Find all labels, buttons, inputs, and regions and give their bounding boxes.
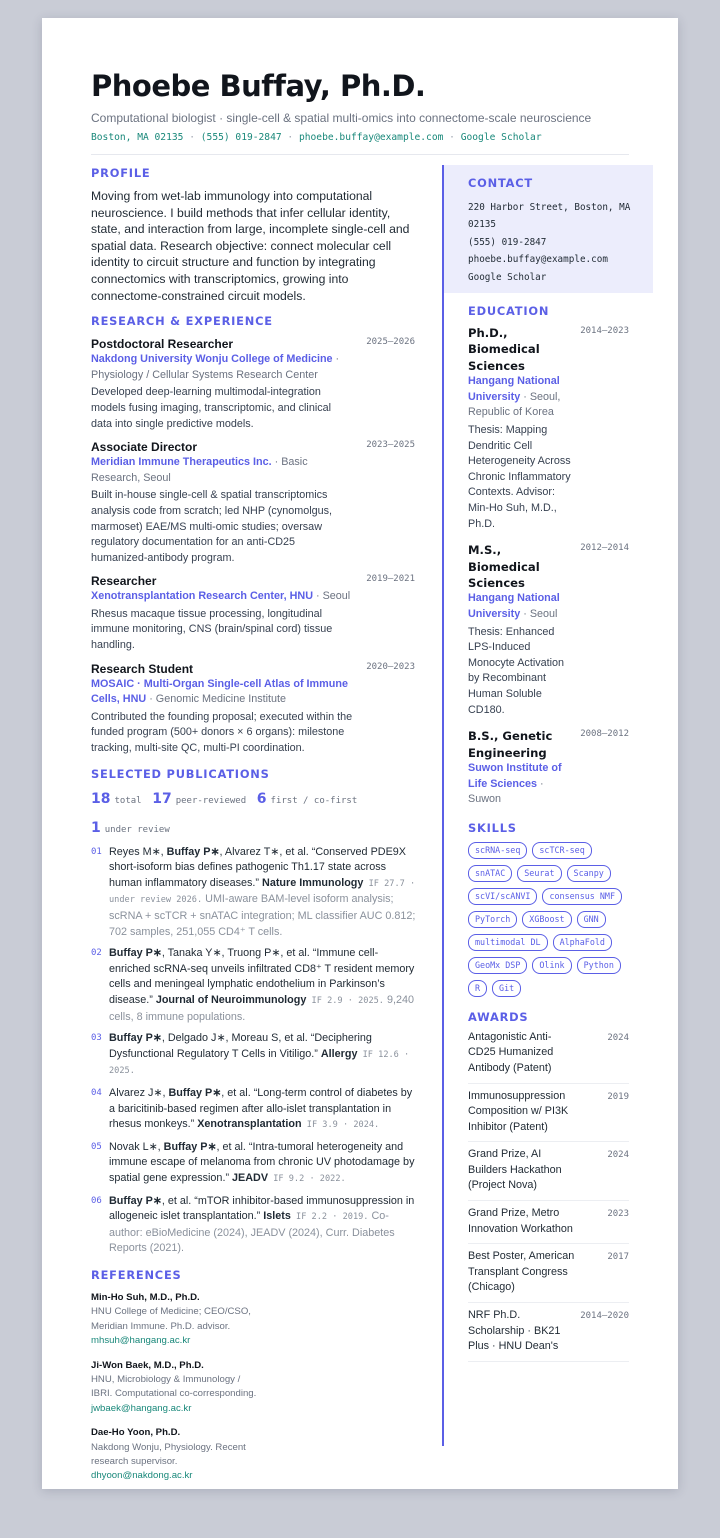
publication-journal: Xenotransplantation — [197, 1118, 302, 1131]
job-title: Associate Director — [91, 440, 198, 455]
publication-number: 05 — [91, 1141, 102, 1152]
publication-self-author: Buffay P∗ — [109, 1194, 162, 1207]
skill-chip: Python — [577, 957, 621, 974]
publication-note: UMI-aware BAM-level isoform analysis; scRNA + scTCR + snATAC integration; ML classifier AUC 0.812; 702 samples, 251,055 CD4⁺ T cells. — [109, 893, 416, 938]
contact-scholar-link[interactable]: Google Scholar — [468, 271, 547, 283]
publication-self-author: Buffay P∗ — [109, 947, 162, 960]
education-item — [468, 728, 629, 808]
sidebar — [442, 165, 653, 1446]
separator: · — [189, 132, 195, 143]
experience-item — [91, 439, 417, 566]
awards-heading: AWARDS — [468, 1009, 529, 1024]
job-description: Built in-house single-cell & spatial transcriptomics analysis code from scratch; led NHP (cynomolgus, marmoset) EAE/MS multi-omic studies; oversaw regulatory documentation for an anti-CD25 humanized-antibody program. — [91, 489, 333, 564]
publication-self-author: Buffay P∗ — [166, 845, 220, 858]
school-name: Hangang National University — [468, 375, 560, 403]
sidebar-content — [444, 303, 653, 1362]
experience-list — [91, 336, 417, 756]
skill-chip: scTCR-seq — [532, 842, 591, 859]
award-title: NRF Ph.D. Scholarship · BK21 Plus · HNU Dean's — [468, 1309, 561, 1353]
publications-heading: SELECTED PUBLICATIONS — [91, 766, 270, 781]
award-item — [468, 1244, 629, 1303]
publication-note: 9,240 cells, 8 immune populations. — [109, 993, 415, 1023]
publication-item — [91, 1031, 417, 1080]
award-title: Antagonistic Anti-CD25 Humanized Antibody (Patent) — [468, 1030, 554, 1074]
skill-chip: R — [468, 980, 487, 997]
skill-chip: Scanpy — [567, 865, 611, 882]
reference-name: Ji-Won Baek, M.D., Ph.D. — [91, 1359, 204, 1371]
skills-list — [468, 842, 630, 997]
publication-title: , Delgado J∗, Moreau S, et al. “Deciphering Dysfunctional Regulatory T Cells in Vitiligo.” — [109, 1032, 372, 1060]
award-title: Grand Prize, Metro Innovation Workathon — [468, 1207, 573, 1235]
award-title: Immunosuppression Composition w/ PI3K Inhibitor (Patent) — [468, 1089, 569, 1133]
degree-school — [468, 761, 568, 808]
tagline: Computational biologist · single-cell & spatial multi-omics into connectome-scale neuroscience — [91, 111, 592, 125]
publication-meta: IF 12.6 · 2025. — [109, 1049, 410, 1077]
skill-chip: consensus NMF — [542, 888, 622, 905]
school-location: · Seoul — [520, 607, 558, 620]
job-title: Research Student — [91, 661, 194, 676]
education-item — [468, 542, 629, 718]
job-description: Contributed the founding proposal; executed within the funded program (500+ donors × 6 organs): milestone tracking, multi-site QC, multi-PI coordination. — [91, 710, 353, 755]
header-phone: (555) 019-2847 — [200, 132, 282, 143]
reference-email-link[interactable]: dhyoon@nakdong.ac.kr — [91, 1470, 193, 1482]
header-email-link[interactable]: phoebe.buffay@example.com — [298, 132, 444, 143]
publication-journal: Allergy — [320, 1047, 358, 1060]
candidate-name: Phoebe Buffay, Ph.D. — [91, 69, 426, 103]
stat-first-value: 6 — [256, 790, 267, 807]
skill-chip: Git — [492, 980, 521, 997]
skill-chip: snATAC — [468, 865, 512, 882]
reference-email-link[interactable]: jwbaek@hangang.ac.kr — [91, 1402, 192, 1414]
publication-title: , Tanaka Y∗, Truong P∗, et al. “Immune cell-enriched scRNA-seq unveils infiltrated CD8⁺ T resident memory cells and meningeal lymphatic endothelium in Parkinson’s disease.” — [109, 947, 415, 1006]
degree-dates: 2008–2012 — [580, 729, 629, 740]
publication-self-author: Buffay P∗ — [168, 1086, 222, 1099]
degree-school — [468, 591, 568, 622]
profile-heading: PROFILE — [91, 166, 151, 180]
publication-meta: IF 2.9 · 2025. — [306, 995, 384, 1006]
reference-item — [91, 1426, 257, 1484]
degree-title: M.S., Biomedical Sciences — [468, 543, 540, 590]
degree-title: Ph.D., Biomedical Sciences — [468, 326, 540, 373]
publication-self-author: Buffay P∗ — [109, 1032, 162, 1045]
publication-item — [91, 946, 417, 1025]
award-year: 2024 — [607, 1150, 629, 1161]
job-dates: 2019–2021 — [366, 574, 415, 585]
school-location: · Seoul, Republic of Korea — [468, 390, 561, 419]
education-heading: EDUCATION — [468, 304, 550, 318]
organization-detail: · Genomic Medicine Institute — [146, 693, 287, 706]
publication-item — [91, 1140, 417, 1188]
reference-description: HNU, Microbiology & Immunology / IBRI. Computational co-corresponding. — [91, 1373, 257, 1400]
job-organization — [91, 677, 353, 708]
degree-title: B.S., Genetic Engineering — [468, 729, 553, 760]
skill-chip: GNN — [577, 911, 606, 928]
publication-number: 02 — [91, 948, 102, 959]
reference-list — [91, 1291, 417, 1494]
header-contact-line — [91, 130, 629, 146]
publication-journal: Journal of Neuroimmunology — [155, 993, 307, 1006]
skill-chip: XGBoost — [522, 911, 571, 928]
experience-item — [91, 661, 417, 757]
job-dates: 2025–2026 — [366, 337, 415, 348]
stat-peer-value: 17 — [152, 790, 172, 807]
award-year: 2023 — [607, 1209, 629, 1220]
reference-description: Nakdong Wonju, Physiology. Recent research supervisor. — [91, 1441, 246, 1467]
job-dates: 2023–2025 — [366, 440, 415, 451]
job-organization — [91, 589, 353, 605]
education-list — [468, 325, 629, 808]
contact-phone: (555) 019-2847 — [468, 236, 547, 248]
organization-name: MOSAIC · Multi-Organ Single-cell Atlas of Immune Cells, HNU — [91, 677, 348, 706]
degree-dates: 2012–2014 — [580, 543, 629, 554]
job-organization — [91, 352, 353, 383]
award-item — [468, 1084, 629, 1143]
degree-dates: 2014–2023 — [580, 326, 629, 336]
publication-authors-before: Alvarez J∗, — [109, 1086, 169, 1099]
reference-name: Dae-Ho Yoon, Ph.D. — [91, 1427, 181, 1439]
profile-text: Moving from wet-lab immunology into computational neuroscience. I build methods that infer cellular identity, state, and interaction from large, incomplete single-cell and spatial data. Research objective: connect molecular cell identity to circuit structure and function by integrating connectomics with transcriptomics, growing into connectome-constrained circuit models. — [91, 189, 410, 303]
award-year: 2024 — [607, 1032, 629, 1043]
awards-list — [468, 1025, 629, 1362]
award-year: 2019 — [607, 1091, 629, 1102]
skill-chip: PyTorch — [468, 911, 517, 928]
award-year: 2017 — [607, 1252, 629, 1263]
stat-review-row — [91, 819, 417, 839]
organization-detail: · Physiology / Cellular Systems Research Center — [91, 353, 340, 381]
skill-chip: multimodal DL — [468, 934, 548, 951]
school-name: Hangang National University — [468, 592, 560, 620]
job-organization — [91, 455, 353, 486]
publication-title: , Alvarez T∗, et al. “Conserved PDE9X short-isoform bias defines pathogenic Th1.17 state across human inflammatory diseases.” — [109, 845, 406, 889]
degree-thesis: Thesis: Enhanced LPS-Induced Monocyte Activation by Recombinant Human Soluble CD180. — [468, 625, 565, 716]
school-name: Suwon Institute of Life Sciences — [468, 761, 562, 790]
publication-list — [91, 845, 417, 1257]
skill-chip: Seurat — [517, 865, 561, 882]
organization-detail: · Basic Research, Seoul — [91, 456, 308, 484]
job-dates: 2020–2023 — [366, 661, 415, 672]
publication-meta: IF 27.7 · under review 2026. — [109, 878, 416, 906]
organization-name: Xenotransplantation Research Center, HNU — [91, 590, 313, 603]
stat-first-label: first / co-first — [270, 795, 358, 806]
publication-meta: IF 2.2 · 2019. — [290, 1212, 369, 1223]
reference-email-link[interactable]: mhsuh@hangang.ac.kr — [91, 1335, 191, 1347]
organization-detail: · Seoul — [313, 590, 351, 603]
skill-chip: scRNA-seq — [468, 842, 527, 859]
reference-item — [91, 1359, 257, 1417]
organization-name: Nakdong University Wonju College of Medicine — [91, 353, 333, 366]
experience-heading: RESEARCH & EXPERIENCE — [91, 314, 273, 329]
publication-journal: JEADV — [232, 1171, 269, 1184]
publication-number: 04 — [91, 1087, 102, 1098]
reference-description: HNU College of Medicine; CEO/CSO, Meridian Immune. Ph.D. advisor. — [91, 1306, 251, 1332]
school-location: · Suwon — [468, 777, 544, 806]
main-column — [91, 165, 417, 1494]
publication-authors-before: Novak L∗, — [109, 1140, 164, 1153]
publication-title: , et al. “Long-term control of diabetes by a baricitinib-based regimen after allo-islet transplantation in rhesus monkeys.” — [109, 1086, 413, 1131]
publication-title: , et al. “Intra-tumoral heterogeneity and immune escape of melanoma from chronic UV photodamage by spatial gene expression.” — [109, 1140, 415, 1184]
publication-note: Co-author: eBioMedicine (2024), JEADV (2024), Curr. Diabetes Reports (2021). — [109, 1210, 395, 1255]
skill-chip: AlphaFold — [553, 934, 612, 951]
award-item — [468, 1025, 629, 1084]
publication-item — [91, 845, 417, 941]
contact-box — [444, 165, 653, 293]
resume-page — [42, 18, 678, 1489]
contact-email-link[interactable]: phoebe.buffay@example.com — [468, 254, 608, 266]
award-item — [468, 1142, 629, 1201]
header-location: Boston, MA 02135 — [91, 132, 184, 143]
publication-item — [91, 1194, 417, 1257]
experience-item — [91, 573, 417, 653]
publication-meta: IF 9.2 · 2022. — [268, 1173, 346, 1184]
award-item — [468, 1303, 629, 1362]
contact-address: 220 Harbor Street, Boston, MA 02135 — [468, 202, 631, 231]
skill-chip: GeoMx DSP — [468, 957, 527, 974]
stat-review-label: under review — [104, 824, 170, 835]
education-item — [468, 325, 629, 532]
stat-peer-label: peer-reviewed — [175, 795, 247, 806]
job-description: Developed deep-learning multimodal-integration models fusing imaging, transcriptomic, and clinical data into single predictive models. — [91, 386, 332, 430]
publication-number: 06 — [91, 1195, 102, 1206]
degree-thesis: Thesis: Mapping Dendritic Cell Heterogeneity Across Chronic Inflammatory Contexts. Advisor: Min-Ho Suh, M.D., Ph.D. — [468, 424, 571, 530]
reference-item — [91, 1291, 257, 1349]
contact-heading: CONTACT — [468, 176, 534, 190]
publication-authors-before: Reyes M∗, — [109, 845, 167, 858]
publication-item — [91, 1086, 417, 1134]
experience-item — [91, 336, 417, 432]
award-title: Grand Prize, AI Builders Hackathon (Project Nova) — [468, 1148, 562, 1192]
award-year: 2014–2020 — [580, 1311, 629, 1322]
skill-chip: Olink — [532, 957, 571, 974]
resume-header — [91, 68, 629, 155]
publication-self-author: Buffay P∗ — [163, 1140, 217, 1153]
skills-heading: SKILLS — [468, 820, 517, 835]
reference-name: Min-Ho Suh, M.D., Ph.D. — [91, 1291, 200, 1303]
publication-number: 01 — [91, 846, 102, 857]
award-title: Best Poster, American Transplant Congress (Chicago) — [468, 1250, 575, 1294]
job-title: Postdoctoral Researcher — [91, 337, 234, 352]
publication-stats — [91, 790, 417, 839]
references-heading: REFERENCES — [91, 1267, 182, 1282]
stat-total-value: 18 — [91, 790, 111, 807]
header-scholar-link[interactable]: Google Scholar — [460, 132, 542, 143]
skill-chip: scVI/scANVI — [468, 888, 537, 905]
publication-title: , et al. “mTOR inhibitor-based immunosuppression in allogeneic islet transplantation.” — [109, 1194, 415, 1223]
award-item — [468, 1201, 629, 1244]
publication-number: 03 — [91, 1033, 102, 1044]
publication-journal: Nature Immunology — [262, 876, 364, 889]
publication-meta: IF 3.9 · 2024. — [301, 1120, 380, 1131]
job-title: Researcher — [91, 574, 157, 589]
separator: · — [287, 132, 294, 143]
stat-total-label: total — [114, 795, 142, 806]
degree-school — [468, 374, 568, 421]
separator: · — [449, 132, 455, 143]
stat-review-value: 1 — [91, 819, 101, 836]
organization-name: Meridian Immune Therapeutics Inc. — [91, 456, 272, 469]
job-description: Rhesus macaque tissue processing, longitudinal immune monitoring, CNS (brain/spinal cord) tissue handling. — [91, 607, 333, 652]
publication-journal: Islets — [263, 1210, 291, 1223]
